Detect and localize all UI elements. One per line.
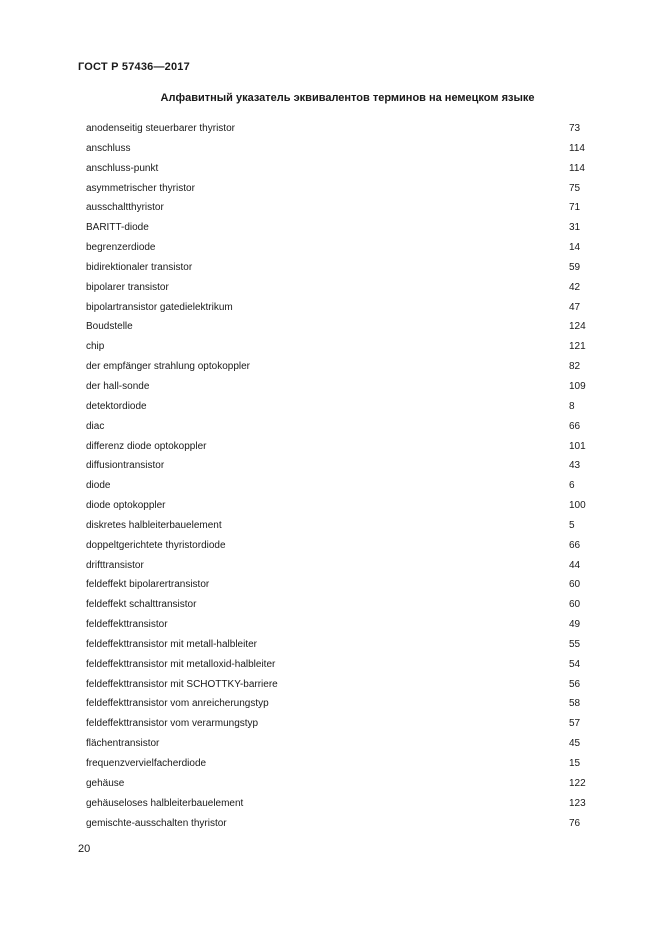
index-page-ref: 101 bbox=[569, 440, 586, 452]
index-page-ref: 73 bbox=[569, 123, 581, 134]
index-page-ref: 44 bbox=[569, 559, 581, 571]
index-entry bbox=[86, 655, 586, 675]
index-page-ref: 66 bbox=[569, 539, 581, 551]
index-page-ref: 55 bbox=[569, 638, 581, 650]
index-entry bbox=[86, 218, 586, 238]
index-entry bbox=[86, 734, 586, 754]
index-entry bbox=[86, 694, 586, 714]
index-entry bbox=[86, 814, 586, 834]
index-term: feldeffekttransistor bbox=[86, 619, 168, 631]
index-term: gehäuseloses halbleiterbauelement bbox=[86, 797, 244, 809]
index-page-ref: 123 bbox=[569, 797, 586, 809]
index-entry bbox=[86, 774, 586, 794]
index-page-ref: 42 bbox=[569, 281, 581, 293]
index-page-ref: 109 bbox=[569, 380, 586, 392]
index-page-ref: 47 bbox=[569, 301, 581, 313]
index-page-ref: 5 bbox=[569, 519, 575, 531]
index-entry bbox=[86, 437, 586, 457]
index-term: frequenzvervielfacherdiode bbox=[86, 758, 207, 769]
index-page-ref: 6 bbox=[569, 480, 575, 492]
index-entry bbox=[86, 516, 586, 536]
section-title: Алфавитный указатель эквивалентов терминов на немецком языке bbox=[160, 92, 535, 104]
index-entry bbox=[86, 317, 586, 337]
index-entry bbox=[86, 238, 586, 258]
index-term: feldeffekttransistor mit metalloxid-halbleiter bbox=[86, 658, 276, 670]
index-page-ref: 31 bbox=[569, 222, 581, 234]
index-term: flächentransistor bbox=[86, 738, 160, 750]
index-term: diskretes halbleiterbauelement bbox=[86, 519, 222, 531]
index-term: feldeffekt schalttransistor bbox=[86, 599, 197, 611]
index-entry bbox=[86, 357, 586, 377]
index-page-ref: 59 bbox=[569, 261, 581, 273]
index-term: der empfänger strahlung optokoppler bbox=[86, 361, 250, 373]
index-entry bbox=[86, 635, 586, 655]
index-entry bbox=[86, 575, 586, 595]
index-term: diac bbox=[86, 420, 105, 432]
index-term: diode bbox=[86, 480, 111, 492]
index-entry bbox=[86, 179, 586, 199]
index-term: drifttransistor bbox=[86, 559, 144, 571]
index-term: detektordiode bbox=[86, 400, 147, 412]
index-page-ref: 100 bbox=[569, 500, 586, 512]
index-term: feldeffekttransistor mit metall-halbleiter bbox=[86, 638, 257, 650]
index-term: diffusiontransistor bbox=[86, 460, 165, 472]
index-page-ref: 71 bbox=[569, 202, 581, 214]
index-term: bipolartransistor gatedielektrikum bbox=[86, 301, 233, 313]
index-term: BARITT-diode bbox=[86, 222, 149, 234]
index-term: feldeffekttransistor vom anreicherungstyp bbox=[86, 698, 269, 710]
index-term: chip bbox=[86, 341, 105, 353]
index-page-ref: 54 bbox=[569, 658, 581, 670]
index-page-ref: 82 bbox=[569, 361, 581, 373]
index-entry bbox=[86, 615, 586, 635]
index-entry bbox=[86, 476, 586, 496]
index-term: Boudstelle bbox=[86, 321, 133, 333]
index-term: ausschaltthyristor bbox=[86, 202, 164, 214]
index-entry bbox=[86, 298, 586, 318]
index-page-ref: 60 bbox=[569, 579, 581, 591]
index-entry bbox=[86, 258, 586, 278]
index-term: anschluss-punkt bbox=[86, 162, 159, 174]
index-term: bipolarer transistor bbox=[86, 281, 169, 293]
index-entry bbox=[86, 337, 586, 357]
index-entry bbox=[86, 417, 586, 437]
index-entry bbox=[86, 754, 586, 774]
term-index-list bbox=[86, 119, 586, 833]
index-page-ref: 60 bbox=[569, 599, 581, 611]
index-page-ref: 15 bbox=[569, 758, 581, 769]
index-term: asymmetrischer thyristor bbox=[86, 182, 195, 194]
index-entry bbox=[86, 119, 586, 139]
index-entry bbox=[86, 456, 586, 476]
index-page-ref: 75 bbox=[569, 182, 581, 194]
document-code: ГОСТ Р 57436—2017 bbox=[78, 61, 190, 73]
index-term: differenz diode optokoppler bbox=[86, 440, 207, 452]
index-page-ref: 121 bbox=[569, 341, 586, 353]
index-entry bbox=[86, 714, 586, 734]
index-page-ref: 14 bbox=[569, 242, 581, 254]
index-entry bbox=[86, 278, 586, 298]
index-term: anodenseitig steuerbarer thyristor bbox=[86, 123, 235, 134]
index-term: diode optokoppler bbox=[86, 500, 166, 512]
index-page-ref: 114 bbox=[569, 142, 585, 154]
index-entry bbox=[86, 556, 586, 576]
index-page-ref: 49 bbox=[569, 619, 581, 631]
index-page-ref: 43 bbox=[569, 460, 581, 472]
index-term: feldeffekttransistor vom verarmungstyp bbox=[86, 718, 259, 730]
index-entry bbox=[86, 536, 586, 556]
index-entry bbox=[86, 377, 586, 397]
index-term: feldeffekt bipolarertransistor bbox=[86, 579, 210, 591]
index-term: gemischte-ausschalten thyristor bbox=[86, 817, 227, 829]
index-page-ref: 76 bbox=[569, 817, 581, 829]
index-page-ref: 66 bbox=[569, 420, 581, 432]
index-entry bbox=[86, 595, 586, 615]
index-entry bbox=[86, 675, 586, 695]
index-page-ref: 56 bbox=[569, 678, 581, 690]
index-term: begrenzerdiode bbox=[86, 242, 156, 254]
index-page-ref: 124 bbox=[569, 321, 586, 333]
index-page-ref: 8 bbox=[569, 400, 575, 412]
index-page-ref: 122 bbox=[569, 777, 586, 789]
index-page-ref: 58 bbox=[569, 698, 581, 710]
index-page-ref: 45 bbox=[569, 738, 581, 750]
index-page-ref: 57 bbox=[569, 718, 581, 730]
index-term: bidirektionaler transistor bbox=[86, 261, 193, 273]
index-entry bbox=[86, 794, 586, 814]
index-term: der hall-sonde bbox=[86, 380, 150, 392]
index-entry bbox=[86, 198, 586, 218]
index-entry bbox=[86, 397, 586, 417]
page-number: 20 bbox=[78, 843, 91, 855]
index-term: gehäuse bbox=[86, 777, 125, 789]
index-term: doppeltgerichtete thyristordiode bbox=[86, 539, 226, 551]
index-entry bbox=[86, 139, 586, 159]
index-term: anschluss bbox=[86, 142, 131, 154]
index-page-ref: 114 bbox=[569, 162, 585, 174]
index-term: feldeffekttransistor mit SCHOTTKY-barriere bbox=[86, 678, 278, 690]
index-entry bbox=[86, 159, 586, 179]
index-entry bbox=[86, 496, 586, 516]
